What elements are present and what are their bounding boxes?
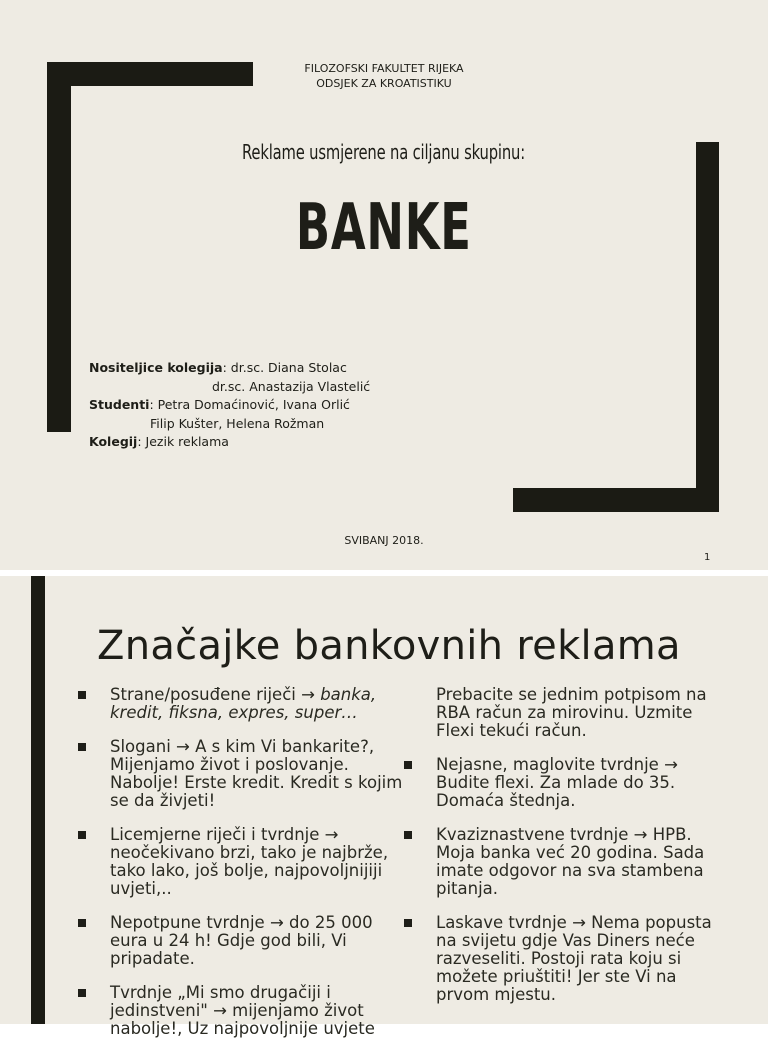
list-item xyxy=(404,914,734,1004)
square-bullet-icon xyxy=(404,831,412,839)
institution-line-1: FILOZOFSKI FAKULTET RIJEKA xyxy=(304,62,464,75)
list-item-text: Tvrdnje „Mi smo drugačiji i jedinstveni" → mijenjamo život nabolje!, Uz najpovoljnije uvjete xyxy=(110,983,375,1038)
list-item-text: Licemjerne riječi i tvrdnje → neočekivano brzi, tako je najbrže, tako lako, još bolje, najpovoljnijiji uvjeti,.. xyxy=(110,825,389,898)
list-item xyxy=(404,756,734,810)
list-item xyxy=(78,914,408,968)
slide-left-bar xyxy=(31,576,45,1024)
nositeljice-value-1: : dr.sc. Diana Stolac xyxy=(222,360,347,375)
right-arrow-icon: → xyxy=(301,685,315,704)
studenti-row-2 xyxy=(89,415,370,434)
list-item xyxy=(78,686,408,722)
content-slide xyxy=(0,576,768,1038)
list-item xyxy=(404,686,734,740)
list-item-text: Slogani → A s kim Vi bankarite?, Mijenjamo život i poslovanje. Nabolje! Erste kredit. Kredit s kojim se da živjeti! xyxy=(110,737,403,810)
list-item xyxy=(404,826,734,898)
kolegij-value: : Jezik reklama xyxy=(137,434,229,449)
square-bullet-icon xyxy=(78,743,86,751)
left-bullet-list xyxy=(78,686,408,1054)
studenti-value-2: Filip Kušter, Helena Rožman xyxy=(150,415,325,431)
nositeljice-value-2: dr.sc. Anastazija Vlastelić xyxy=(212,378,371,394)
slide-heading: Značajke bankovnih reklama xyxy=(97,623,681,669)
kolegij-row xyxy=(89,433,370,452)
square-bullet-icon xyxy=(404,761,412,769)
list-item-examples: banka, kredit, fiksna, expres, super… xyxy=(110,685,377,722)
nositeljice-row-2 xyxy=(89,378,370,397)
nositeljice-label: Nositeljice kolegija xyxy=(89,360,223,375)
nositeljice-row xyxy=(89,359,370,378)
square-bullet-icon xyxy=(78,919,86,927)
list-item-text: Nejasne, maglovite tvrdnje → Budite flexi. Za mlade do 35. Domaća štednja. xyxy=(436,755,678,810)
square-bullet-icon xyxy=(78,989,86,997)
right-bullet-list xyxy=(404,686,734,1020)
subtitle: Reklame usmjerene na ciljanu skupinu: xyxy=(242,140,526,164)
list-item-text: Kvaziznastvene tvrdnje → HPB. Moja banka već 20 godina. Sada imate odgovor na sva stambena pitanja. xyxy=(436,825,705,898)
square-bullet-icon xyxy=(78,691,86,699)
institution-line-2: ODSJEK ZA KROATISTIKU xyxy=(316,77,452,90)
square-bullet-icon xyxy=(404,919,412,927)
list-item-text: Nepotpune tvrdnje → do 25 000 eura u 24 h! Gdje god bili, Vi pripadate. xyxy=(110,913,373,968)
studenti-row xyxy=(89,396,370,415)
slide-title: BANKE xyxy=(296,191,472,265)
course-info xyxy=(89,359,370,452)
list-item-text: Prebacite se jednim potpisom na RBA račun za mirovinu. Uzmite Flexi tekući račun. xyxy=(436,685,707,740)
list-item xyxy=(78,826,408,898)
institution-header xyxy=(0,61,768,91)
list-item-text: Strane/posuđene riječi xyxy=(110,685,302,704)
list-item xyxy=(78,984,408,1038)
frame-bar-bottom-right-horizontal xyxy=(513,488,719,512)
kolegij-label: Kolegij xyxy=(89,434,138,449)
subtitle-container xyxy=(0,140,768,164)
studenti-value-1: : Petra Domaćinović, Ivana Orlić xyxy=(149,397,350,412)
square-bullet-icon xyxy=(78,831,86,839)
list-item xyxy=(78,738,408,810)
studenti-label: Studenti xyxy=(89,397,150,412)
page-number: 1 xyxy=(704,552,711,563)
date: SVIBANJ 2018. xyxy=(344,534,424,547)
list-item-text: Laskave tvrdnje → Nema popusta na svijetu gdje Vas Diners neće razveseliti. Postoji rata koju si možete priuštiti! Jer ste Vi na prvom mjestu. xyxy=(436,913,712,1004)
title-container xyxy=(0,188,768,268)
